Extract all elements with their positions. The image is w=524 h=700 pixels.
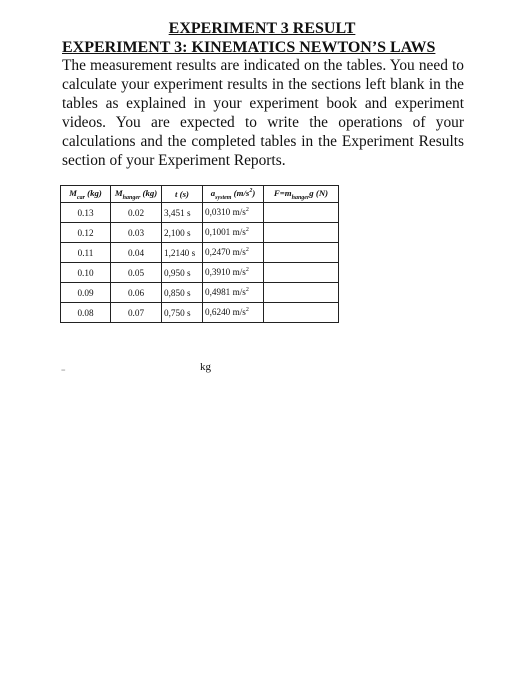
- cell-acceleration: 0,6240 $m/s^2$: [203, 303, 264, 323]
- instructions-paragraph: The measurement results are indicated on the tables. You need to calculate your experiment results in the sections left blank in the tables as explained in your experiment book and experiment videos. You are expected to write the operations of your calculations and the completed tables in the Experiment Results section of your Experiment Reports.: [62, 57, 464, 169]
- header-acceleration: $a_{system}$ $(m/s^2)$: [203, 186, 264, 203]
- cell-time: 2,100 s: [162, 223, 203, 243]
- cell-m-hanger: 0.02: [111, 203, 162, 223]
- cell-time: 0,950 s: [162, 263, 203, 283]
- unit-label: kg: [200, 361, 211, 373]
- cell-force: [264, 203, 339, 223]
- table-row: [61, 263, 339, 283]
- table-row: [61, 303, 339, 323]
- cell-acceleration: 0,1001 $m/s^2$: [203, 223, 264, 243]
- cell-m-hanger: 0.05: [111, 263, 162, 283]
- cell-acceleration: 0,4981 $m/s^2$: [203, 283, 264, 303]
- table-row: [61, 203, 339, 223]
- header-m-hanger: $M_{hanger}$ (kg): [111, 186, 162, 203]
- page-title: EXPERIMENT 3 RESULT: [168, 20, 356, 37]
- cell-acceleration: 0,2470 $m/s^2$: [203, 243, 264, 263]
- cell-m-car: 0.08: [61, 303, 111, 323]
- table-row: [61, 283, 339, 303]
- cell-time: 0,850 s: [162, 283, 203, 303]
- stray-equals-mark: =: [61, 366, 66, 375]
- cell-time: 1,2140 s: [162, 243, 203, 263]
- cell-m-car: 0.11: [61, 243, 111, 263]
- header-m-car: $M_{car}$ (kg): [61, 186, 111, 203]
- cell-m-car: 0.09: [61, 283, 111, 303]
- cell-time: 0,750 s: [162, 303, 203, 323]
- table-row: [61, 243, 339, 263]
- cell-m-car: 0.10: [61, 263, 111, 283]
- cell-force: [264, 263, 339, 283]
- cell-force: [264, 223, 339, 243]
- header-force: $F=m_{hanger}g$ (N): [264, 186, 339, 203]
- cell-force: [264, 283, 339, 303]
- header-time: t (s): [162, 186, 203, 203]
- cell-acceleration: 0,3910 $m/s^2$: [203, 263, 264, 283]
- results-table: [60, 185, 339, 323]
- experiment-subtitle: EXPERIMENT 3: KINEMATICS NEWTON’S LAWS: [62, 39, 436, 56]
- cell-force: [264, 243, 339, 263]
- cell-m-hanger: 0.07: [111, 303, 162, 323]
- cell-acceleration: 0,0310 $m/s^2$: [203, 203, 264, 223]
- table-row: [61, 223, 339, 243]
- cell-m-hanger: 0.06: [111, 283, 162, 303]
- cell-force: [264, 303, 339, 323]
- cell-m-hanger: 0.03: [111, 223, 162, 243]
- cell-m-car: 0.12: [61, 223, 111, 243]
- cell-m-hanger: 0.04: [111, 243, 162, 263]
- cell-m-car: 0.13: [61, 203, 111, 223]
- table-header-row: [61, 186, 339, 203]
- cell-time: 3,451 s: [162, 203, 203, 223]
